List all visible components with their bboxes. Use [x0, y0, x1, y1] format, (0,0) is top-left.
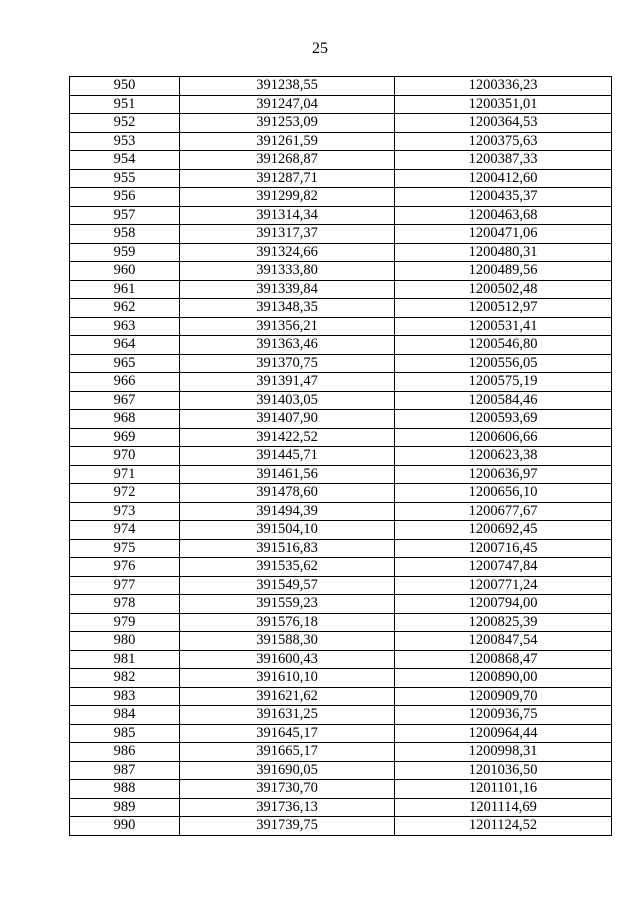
table-row	[70, 761, 612, 780]
x-coordinate-cell: 391535,62	[180, 558, 395, 577]
y-coordinate-cell: 1200747,84	[395, 558, 612, 577]
x-coordinate-cell: 391339,84	[180, 280, 395, 299]
y-coordinate-cell: 1200909,70	[395, 687, 612, 706]
point-number-cell: 960	[70, 262, 180, 281]
x-coordinate-cell: 391600,43	[180, 650, 395, 669]
table-row	[70, 613, 612, 632]
y-coordinate-cell: 1200575,19	[395, 373, 612, 392]
table-row	[70, 706, 612, 725]
y-coordinate-cell: 1200771,24	[395, 576, 612, 595]
table-row	[70, 280, 612, 299]
table-row	[70, 169, 612, 188]
y-coordinate-cell: 1200471,06	[395, 225, 612, 244]
y-coordinate-cell: 1200556,05	[395, 354, 612, 373]
x-coordinate-cell: 391317,37	[180, 225, 395, 244]
table-row	[70, 299, 612, 318]
x-coordinate-cell: 391403,05	[180, 391, 395, 410]
table-row	[70, 188, 612, 207]
x-coordinate-cell: 391253,09	[180, 114, 395, 133]
table-row	[70, 595, 612, 614]
table-row	[70, 336, 612, 355]
x-coordinate-cell: 391324,66	[180, 243, 395, 262]
x-coordinate-cell: 391287,71	[180, 169, 395, 188]
y-coordinate-cell: 1200489,56	[395, 262, 612, 281]
x-coordinate-cell: 391314,34	[180, 206, 395, 225]
table-row	[70, 317, 612, 336]
x-coordinate-cell: 391461,56	[180, 465, 395, 484]
point-number-cell: 970	[70, 447, 180, 466]
y-coordinate-cell: 1200794,00	[395, 595, 612, 614]
table-row	[70, 484, 612, 503]
point-number-cell: 980	[70, 632, 180, 651]
point-number-cell: 986	[70, 743, 180, 762]
x-coordinate-cell: 391494,39	[180, 502, 395, 521]
x-coordinate-cell: 391588,30	[180, 632, 395, 651]
point-number-cell: 957	[70, 206, 180, 225]
point-number-cell: 956	[70, 188, 180, 207]
table-row	[70, 576, 612, 595]
x-coordinate-cell: 391348,35	[180, 299, 395, 318]
x-coordinate-cell: 391736,13	[180, 798, 395, 817]
point-number-cell: 961	[70, 280, 180, 299]
point-number-cell: 983	[70, 687, 180, 706]
y-coordinate-cell: 1201036,50	[395, 761, 612, 780]
table-row	[70, 650, 612, 669]
table-row	[70, 428, 612, 447]
y-coordinate-cell: 1200387,33	[395, 151, 612, 170]
x-coordinate-cell: 391363,46	[180, 336, 395, 355]
table-row	[70, 687, 612, 706]
point-number-cell: 958	[70, 225, 180, 244]
x-coordinate-cell: 391333,80	[180, 262, 395, 281]
x-coordinate-cell: 391422,52	[180, 428, 395, 447]
point-number-cell: 978	[70, 595, 180, 614]
table-row	[70, 206, 612, 225]
table-row	[70, 539, 612, 558]
table-row	[70, 410, 612, 429]
point-number-cell: 962	[70, 299, 180, 318]
point-number-cell: 974	[70, 521, 180, 540]
point-number-cell: 953	[70, 132, 180, 151]
x-coordinate-cell: 391247,04	[180, 95, 395, 114]
x-coordinate-cell: 391549,57	[180, 576, 395, 595]
table-row	[70, 243, 612, 262]
y-coordinate-cell: 1200692,45	[395, 521, 612, 540]
point-number-cell: 966	[70, 373, 180, 392]
x-coordinate-cell: 391665,17	[180, 743, 395, 762]
y-coordinate-cell: 1200890,00	[395, 669, 612, 688]
point-number-cell: 950	[70, 77, 180, 96]
y-coordinate-cell: 1200502,48	[395, 280, 612, 299]
x-coordinate-cell: 391238,55	[180, 77, 395, 96]
y-coordinate-cell: 1201114,69	[395, 798, 612, 817]
table-row	[70, 77, 612, 96]
y-coordinate-cell: 1200531,41	[395, 317, 612, 336]
x-coordinate-cell: 391645,17	[180, 724, 395, 743]
y-coordinate-cell: 1200636,97	[395, 465, 612, 484]
point-number-cell: 951	[70, 95, 180, 114]
point-number-cell: 988	[70, 780, 180, 799]
table-row	[70, 114, 612, 133]
point-number-cell: 964	[70, 336, 180, 355]
table-row	[70, 817, 612, 836]
table-row	[70, 669, 612, 688]
table-row	[70, 151, 612, 170]
point-number-cell: 963	[70, 317, 180, 336]
y-coordinate-cell: 1200656,10	[395, 484, 612, 503]
table-row	[70, 798, 612, 817]
y-coordinate-cell: 1200336,23	[395, 77, 612, 96]
y-coordinate-cell: 1200584,46	[395, 391, 612, 410]
y-coordinate-cell: 1200623,38	[395, 447, 612, 466]
x-coordinate-cell: 391631,25	[180, 706, 395, 725]
x-coordinate-cell: 391261,59	[180, 132, 395, 151]
x-coordinate-cell: 391445,71	[180, 447, 395, 466]
point-number-cell: 973	[70, 502, 180, 521]
point-number-cell: 976	[70, 558, 180, 577]
y-coordinate-cell: 1200351,01	[395, 95, 612, 114]
point-number-cell: 975	[70, 539, 180, 558]
coordinates-table-body	[70, 77, 612, 836]
y-coordinate-cell: 1200364,53	[395, 114, 612, 133]
point-number-cell: 954	[70, 151, 180, 170]
coordinates-table	[69, 76, 612, 836]
y-coordinate-cell: 1200936,75	[395, 706, 612, 725]
point-number-cell: 990	[70, 817, 180, 836]
point-number-cell: 982	[70, 669, 180, 688]
point-number-cell: 965	[70, 354, 180, 373]
x-coordinate-cell: 391478,60	[180, 484, 395, 503]
point-number-cell: 979	[70, 613, 180, 632]
table-row	[70, 502, 612, 521]
table-row	[70, 521, 612, 540]
y-coordinate-cell: 1201101,16	[395, 780, 612, 799]
x-coordinate-cell: 391370,75	[180, 354, 395, 373]
point-number-cell: 987	[70, 761, 180, 780]
y-coordinate-cell: 1200868,47	[395, 650, 612, 669]
table-row	[70, 225, 612, 244]
x-coordinate-cell: 391391,47	[180, 373, 395, 392]
y-coordinate-cell: 1200463,68	[395, 206, 612, 225]
point-number-cell: 969	[70, 428, 180, 447]
y-coordinate-cell: 1200546,80	[395, 336, 612, 355]
y-coordinate-cell: 1200998,31	[395, 743, 612, 762]
point-number-cell: 985	[70, 724, 180, 743]
x-coordinate-cell: 391504,10	[180, 521, 395, 540]
table-row	[70, 262, 612, 281]
x-coordinate-cell: 391516,83	[180, 539, 395, 558]
y-coordinate-cell: 1200435,37	[395, 188, 612, 207]
point-number-cell: 977	[70, 576, 180, 595]
x-coordinate-cell: 391268,87	[180, 151, 395, 170]
table-row	[70, 391, 612, 410]
point-number-cell: 989	[70, 798, 180, 817]
y-coordinate-cell: 1200964,44	[395, 724, 612, 743]
x-coordinate-cell: 391621,62	[180, 687, 395, 706]
table-row	[70, 724, 612, 743]
x-coordinate-cell: 391407,90	[180, 410, 395, 429]
y-coordinate-cell: 1200412,60	[395, 169, 612, 188]
x-coordinate-cell: 391610,10	[180, 669, 395, 688]
x-coordinate-cell: 391739,75	[180, 817, 395, 836]
table-row	[70, 632, 612, 651]
point-number-cell: 955	[70, 169, 180, 188]
point-number-cell: 968	[70, 410, 180, 429]
point-number-cell: 952	[70, 114, 180, 133]
y-coordinate-cell: 1201124,52	[395, 817, 612, 836]
point-number-cell: 984	[70, 706, 180, 725]
x-coordinate-cell: 391559,23	[180, 595, 395, 614]
table-row	[70, 95, 612, 114]
y-coordinate-cell: 1200375,63	[395, 132, 612, 151]
y-coordinate-cell: 1200593,69	[395, 410, 612, 429]
x-coordinate-cell: 391356,21	[180, 317, 395, 336]
table-row	[70, 558, 612, 577]
y-coordinate-cell: 1200825,39	[395, 613, 612, 632]
y-coordinate-cell: 1200716,45	[395, 539, 612, 558]
x-coordinate-cell: 391576,18	[180, 613, 395, 632]
x-coordinate-cell: 391299,82	[180, 188, 395, 207]
table-row	[70, 373, 612, 392]
table-row	[70, 132, 612, 151]
y-coordinate-cell: 1200480,31	[395, 243, 612, 262]
point-number-cell: 972	[70, 484, 180, 503]
point-number-cell: 967	[70, 391, 180, 410]
table-row	[70, 780, 612, 799]
y-coordinate-cell: 1200512,97	[395, 299, 612, 318]
point-number-cell: 981	[70, 650, 180, 669]
point-number-cell: 959	[70, 243, 180, 262]
table-row	[70, 354, 612, 373]
x-coordinate-cell: 391730,70	[180, 780, 395, 799]
y-coordinate-cell: 1200847,54	[395, 632, 612, 651]
page-number: 25	[312, 40, 328, 57]
table-row	[70, 465, 612, 484]
y-coordinate-cell: 1200606,66	[395, 428, 612, 447]
table-row	[70, 743, 612, 762]
x-coordinate-cell: 391690,05	[180, 761, 395, 780]
table-row	[70, 447, 612, 466]
y-coordinate-cell: 1200677,67	[395, 502, 612, 521]
point-number-cell: 971	[70, 465, 180, 484]
